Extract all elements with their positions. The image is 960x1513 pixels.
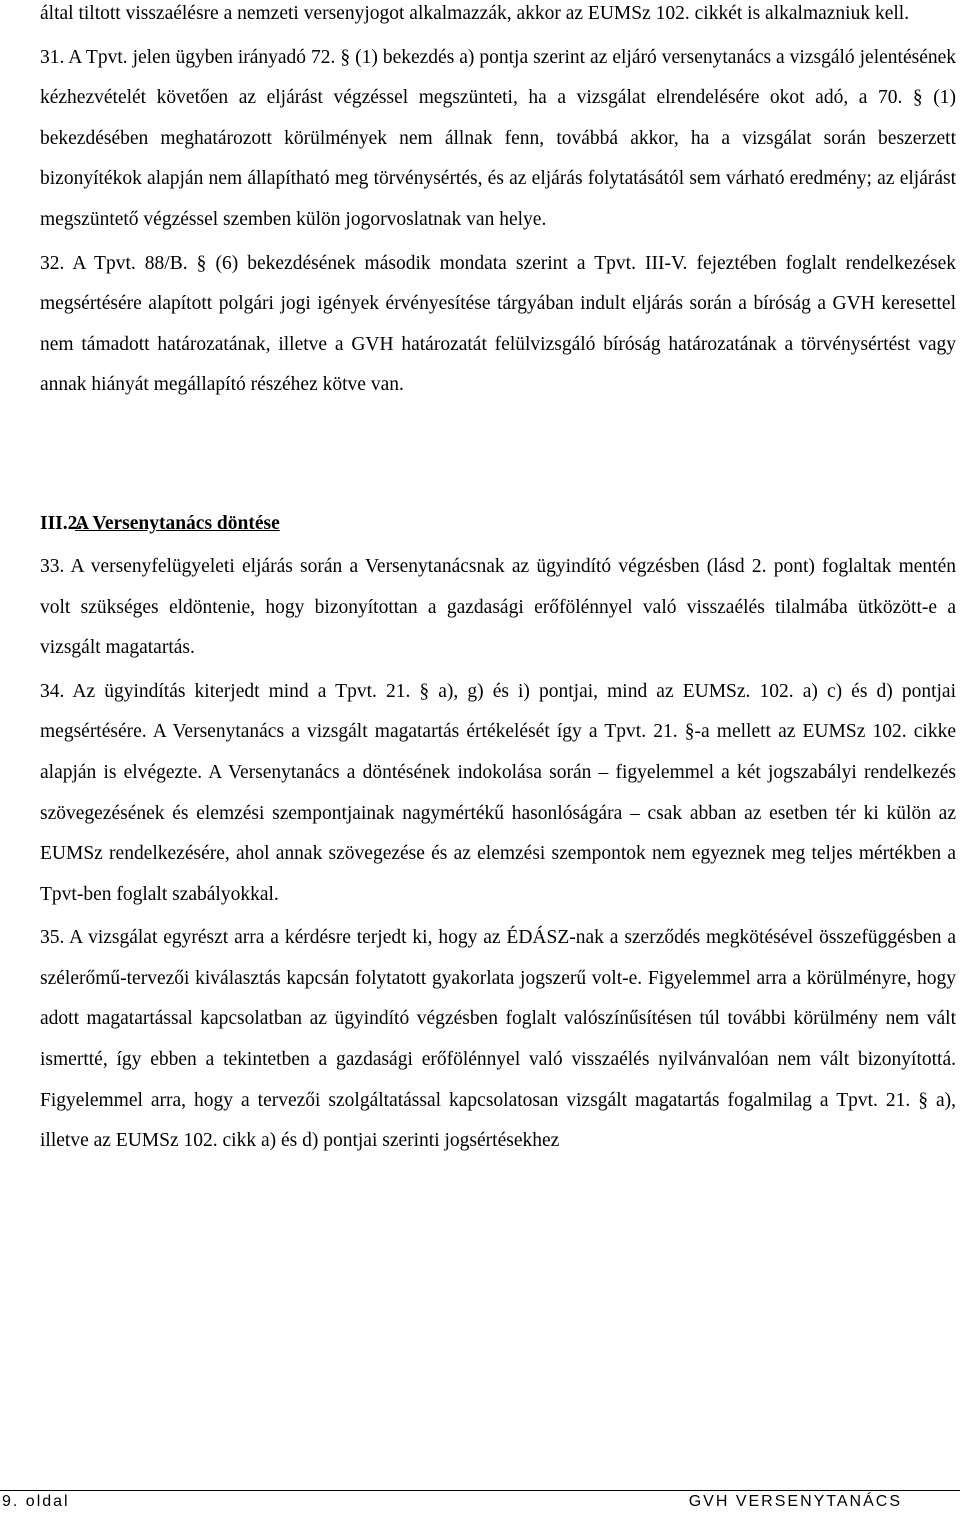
page-number: 9. oldal <box>2 1493 70 1510</box>
paragraph-31: 31. A Tpvt. jelen ügyben irányadó 72. § (1) bekezdés a) pontja szerint az eljáró versenytanács a vizsgáló jelentésének kézhezvételét követően az eljárást végzéssel megszünteti, ha a vizsgálat elrendelésére okot adó, a 70. § (1) bekezdésében meghatározott körülmények nem állnak fenn, továbbá akkor, ha a vizsgálat során beszerzett bizonyítékok alapján nem állapítható meg törvénysértés, és az eljárás folytatásától sem várható eredmény; az eljárást megszüntető végzéssel szemben külön jogorvoslatnak van helye. <box>40 46 956 230</box>
paragraph-32: 32. A Tpvt. 88/B. § (6) bekezdésének második mondata szerint a Tpvt. III-V. fejeztében foglalt rendelkezések megsértésére alapított polgári jogi igények érvényesítése tárgyában indult eljárás során a bíróság a GVH keresettel nem támadott határozatának, illetve a GVH határozatát felülvizsgáló bíróság határozatának a törvénysértést vagy annak hiányát megállapító részéhez kötve van. <box>40 252 956 396</box>
paragraph-33: 33. A versenyfelügyeleti eljárás során a Versenytanácsnak az ügyindító végzésben (lásd 2. pont) foglaltak mentén volt szükséges eldöntenie, hogy bizonyítottan a gazdasági erőfölénnyel való visszaélés tilalmába ütközött-e a vizsgált magatartás. <box>40 555 956 659</box>
footer-org: GVH VERSENYTANÁCS <box>688 1493 902 1510</box>
paragraph-34: 34. Az ügyindítás kiterjedt mind a Tpvt. 21. § a), g) és i) pontjai, mind az EUMSz. 102. a) c) és d) pontjai megsértésére. A Versenytanács a vizsgált magatartás értékelését így a Tpvt. 21. §-a mellett az EUMSz 102. cikke alapján is elvégezte. A Versenytanács a döntésének indokolása során – figyelemmel a két jogszabályi rendelkezés szövegezésének és elemzési szempontjainak nagymértékű hasonlóságára – csak abban az esetben tér ki külön az EUMSz rendelkezésére, ahol annak szövegezése és az elemzési szempontok nem egyeznek meg teljes mértékben a Tpvt-ben foglalt szabályokkal. <box>40 680 956 905</box>
document-page <box>40 0 956 1162</box>
section-heading <box>40 504 956 544</box>
section-title: A Versenytanács döntése <box>75 512 280 534</box>
section-number: III.2. <box>40 512 83 534</box>
page-footer <box>0 1490 960 1513</box>
paragraph-intro: által tiltott visszaélésre a nemzeti versenyjogot alkalmazzák, akkor az EUMSz 102. cikkét is alkalmazniuk kell. <box>40 3 910 24</box>
paragraph-35: 35. A vizsgálat egyrészt arra a kérdésre terjedt ki, hogy az ÉDÁSZ-nak a szerződés megkötésével összefüggésben a szélerőmű-tervezői kiválasztás kapcsán folytatott gyakorlata jogszerű volt-e. Figyelemmel arra a körülményre, hogy adott magatartással kapcsolatban az ügyindító végzésben foglalt valószínűsítésen túl további körülmény nem vált ismertté, így ebben a tekintetben a gazdasági erőfölénnyel való visszaélés nyilvánvalóan nem vált bizonyítottá. Figyelemmel arra, hogy a tervezői szolgáltatással kapcsolatosan vizsgált magatartás fogalmilag a Tpvt. 21. § a), illetve az EUMSz 102. cikk a) és d) pontjai szerinti jogsértésekhez <box>40 927 956 1152</box>
